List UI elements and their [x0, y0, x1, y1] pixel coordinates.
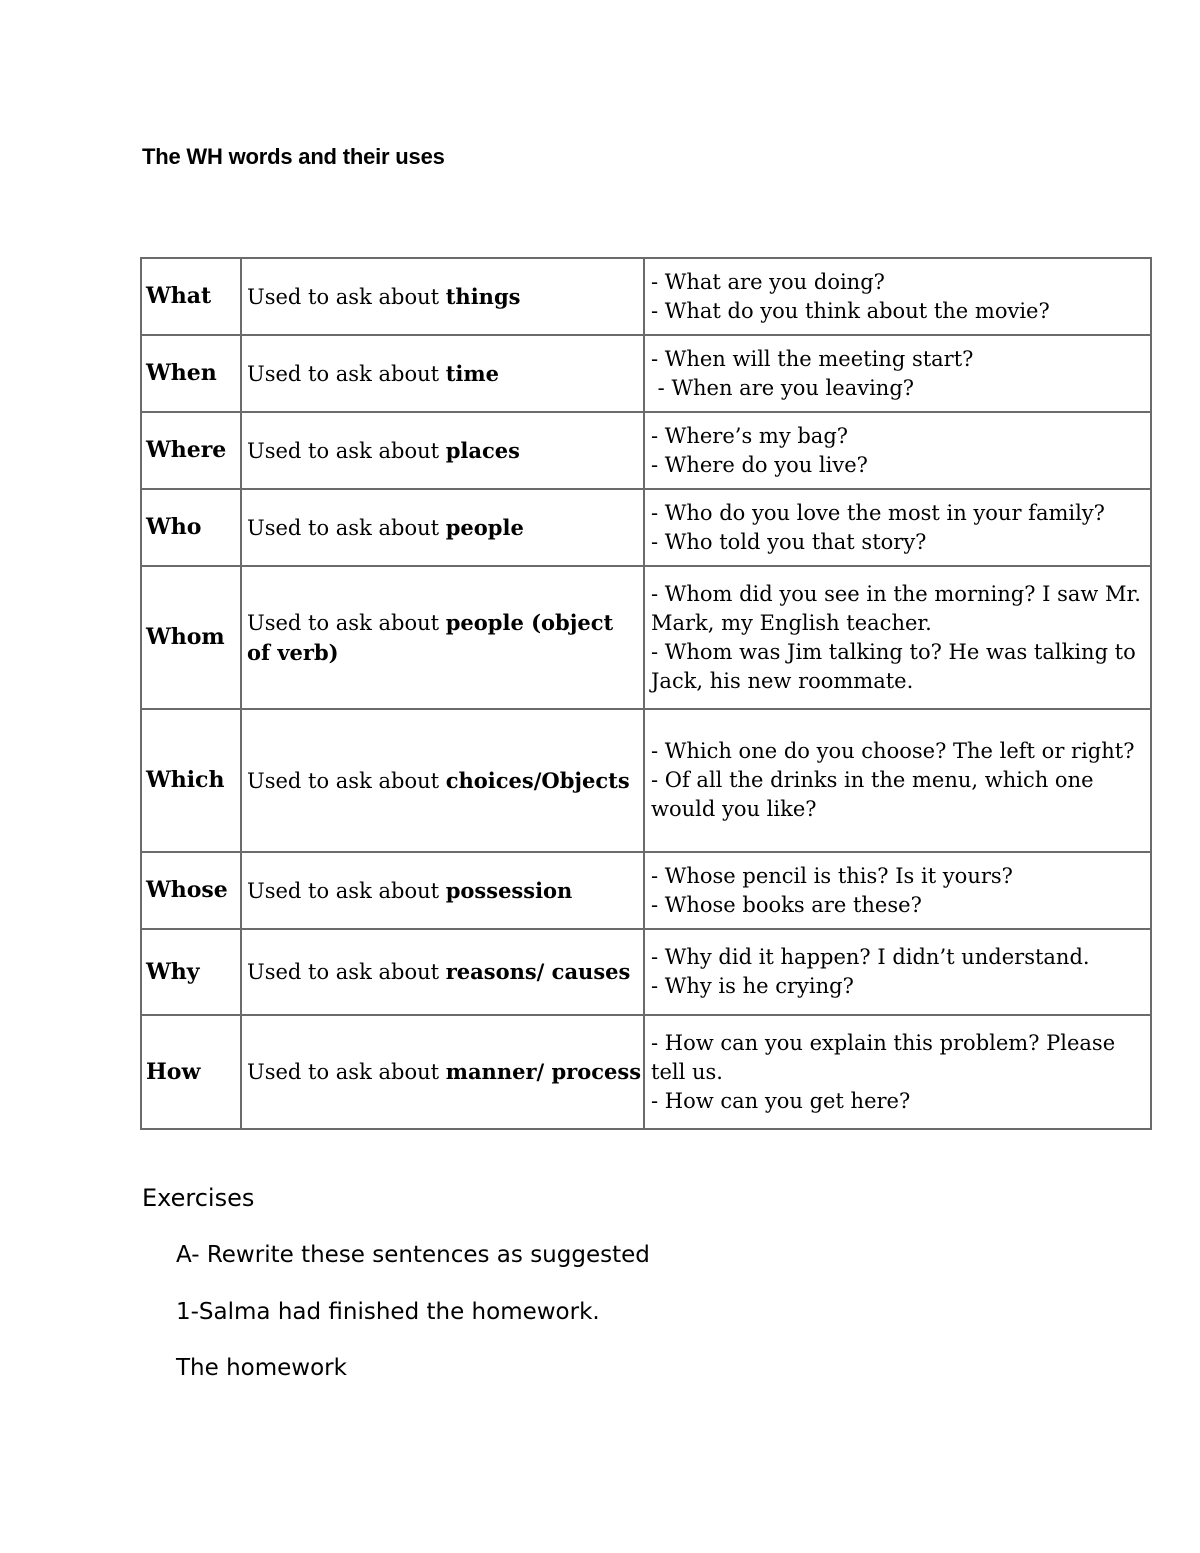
use-prefix: Used to ask about [247, 960, 446, 984]
example-line: - How can you get here? [651, 1088, 911, 1113]
example-line: - Of all the drinks in the menu, which one would you like? [651, 768, 1094, 821]
wh-word: Which [141, 709, 241, 852]
use-prefix: Used to ask about [247, 1060, 446, 1084]
exercises-heading: Exercises [142, 1184, 255, 1212]
table-row [141, 335, 1151, 412]
examples-cell [644, 335, 1151, 412]
example-line: - Whose books are these? [651, 892, 922, 917]
use-prefix: Used to ask about [247, 438, 446, 463]
examples-cell [644, 709, 1151, 852]
examples-cell [644, 852, 1151, 929]
table-row [141, 709, 1151, 852]
example-line: - Why is he crying? [651, 974, 854, 998]
wh-word: Whose [141, 852, 241, 929]
examples-cell [644, 1015, 1151, 1129]
example-line: - When will the meeting start? [651, 346, 974, 371]
wh-word: How [141, 1015, 241, 1129]
example-line: - Which one do you choose? The left or right? [651, 739, 1135, 763]
wh-words-table [140, 257, 1152, 1130]
examples-cell [644, 412, 1151, 489]
wh-word: What [141, 258, 241, 335]
table-row [141, 852, 1151, 929]
example-line: - Where’s my bag? [651, 423, 849, 448]
wh-word: Where [141, 412, 241, 489]
table-row [141, 258, 1151, 335]
example-line: - How can you explain this problem? Please tell us. [651, 1030, 1116, 1084]
wh-word: Why [141, 929, 241, 1015]
exercise-answer-start: The homework [176, 1355, 347, 1381]
use-description [241, 1015, 644, 1129]
exercise-sentence: 1-Salma had finished the homework. [176, 1299, 600, 1325]
example-line: - Where do you live? [651, 452, 868, 477]
example-line: - Whom did you see in the morning? I saw Mr. Mark, my English teacher. [651, 581, 1141, 635]
use-keyword: things [445, 283, 521, 309]
use-description [241, 412, 644, 489]
example-line: - Who do you love the most in your family? [651, 500, 1105, 525]
use-keyword: people [445, 514, 524, 540]
example-line: - Whose pencil is this? Is it yours? [651, 863, 1013, 888]
examples-cell [644, 929, 1151, 1015]
wh-word: Who [141, 489, 241, 566]
use-prefix: Used to ask about [247, 610, 446, 635]
exercise-instruction: A- Rewrite these sentences as suggested [176, 1242, 650, 1268]
table-row [141, 1015, 1151, 1129]
table-row [141, 489, 1151, 566]
use-keyword: time [445, 360, 499, 386]
example-line: - When are you leaving? [651, 375, 915, 400]
example-line: - Who told you that story? [651, 529, 927, 554]
use-keyword: choices/Objects [445, 767, 630, 793]
use-prefix: Used to ask about [247, 284, 446, 309]
example-line: - What are you doing? [651, 269, 885, 294]
use-keyword: places [445, 437, 520, 463]
example-line: - Why did it happen? I didn’t understand. [651, 945, 1090, 969]
use-keyword: possession [445, 877, 573, 903]
use-description [241, 929, 644, 1015]
use-description [241, 335, 644, 412]
use-prefix: Used to ask about [247, 515, 446, 540]
examples-cell [644, 258, 1151, 335]
document-title: The WH words and their uses [142, 144, 445, 169]
table-row [141, 412, 1151, 489]
wh-word: When [141, 335, 241, 412]
use-prefix: Used to ask about [247, 361, 446, 386]
example-line: - What do you think about the movie? [651, 298, 1050, 323]
use-description [241, 566, 644, 709]
use-description [241, 489, 644, 566]
use-description [241, 852, 644, 929]
use-description [241, 709, 644, 852]
wh-word: Whom [141, 566, 241, 709]
use-description [241, 258, 644, 335]
table-row [141, 566, 1151, 709]
use-keyword: people (object of verb) [247, 609, 614, 665]
table-row [141, 929, 1151, 1015]
examples-cell [644, 566, 1151, 709]
use-prefix: Used to ask about [247, 878, 446, 903]
use-prefix: Used to ask about [247, 768, 446, 793]
use-keyword: manner/ process [445, 1059, 642, 1084]
example-line: - Whom was Jim talking to? He was talking to Jack, his new roommate. [651, 639, 1136, 693]
use-keyword: reasons/ causes [445, 959, 631, 984]
examples-cell [644, 489, 1151, 566]
